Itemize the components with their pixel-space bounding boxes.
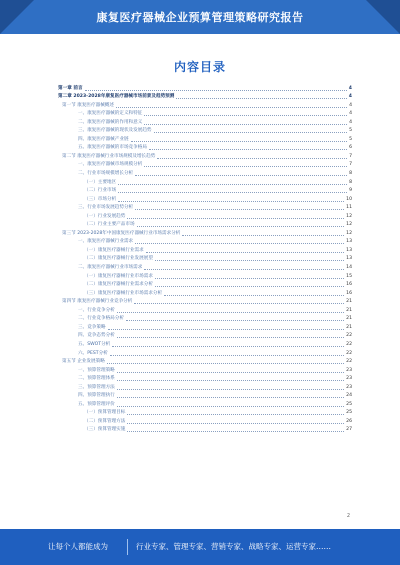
toc-entry-page: 23 [346,367,352,373]
toc-entry[interactable] [58,255,352,264]
page-footer [0,529,400,565]
toc-entry-title: 二、行业市场规模增长分析 [78,171,134,177]
toc-entry[interactable] [58,178,352,187]
toc-leader-dots [144,268,344,270]
toc-entry-title: （一）康复医疗器械行业市场需求 [84,273,153,279]
toc-entry[interactable] [58,340,352,349]
toc-leader-dots [155,277,344,279]
toc-entry-title: 第一章 前言 [58,85,83,91]
toc-entry-title: 二、行业竞争格局分析 [78,316,124,322]
toc-entry-title: （二）预算管理方法 [84,418,126,424]
toc-leader-dots [155,259,344,261]
toc-entry-page: 4 [349,102,352,108]
toc-entry[interactable] [58,212,352,221]
toc-entry-page: 13 [346,247,352,253]
toc-entry[interactable] [58,332,352,341]
toc-entry[interactable] [58,366,352,375]
toc-entry-page: 21 [346,316,352,322]
page-number: 2 [346,513,350,519]
toc-leader-dots [117,371,344,373]
toc-entry-page: 4 [349,111,352,117]
toc-entry[interactable] [58,101,352,110]
toc-entry-page: 23 [346,384,352,390]
toc-entry[interactable] [58,392,352,401]
toc-entry[interactable] [58,93,352,102]
toc-entry-title: 五、SWOT分析 [78,341,111,347]
toc-leader-dots [146,251,344,253]
toc-entry-page: 13 [346,239,352,245]
toc-leader-dots [157,157,347,159]
toc-entry[interactable] [58,238,352,247]
toc-entry-page: 12 [346,222,352,228]
toc-entry-page: 27 [346,427,352,433]
toc-leader-dots [144,165,347,167]
toc-leader-dots [85,89,347,91]
toc-entry-title: 第四节 康复医疗器械行业竞争分析 [62,299,133,305]
toc-entry-page: 4 [348,94,352,100]
toc-entry[interactable] [58,383,352,392]
toc-entry[interactable] [58,169,352,178]
toc-entry-page: 21 [346,307,352,313]
toc-entry-page: 14 [346,265,352,271]
toc-entry-page: 21 [346,324,352,330]
toc-entry[interactable] [58,152,352,161]
toc-entry[interactable] [58,195,352,204]
toc-entry-page: 12 [346,213,352,219]
toc-entry-page: 25 [346,401,352,407]
toc-leader-dots [126,319,344,321]
toc-entry-page: 13 [346,256,352,262]
toc-leader-dots [144,114,347,116]
toc-entry-title: （二）行业市场 [84,188,117,194]
toc-leader-dots [117,311,344,313]
toc-entry-title: 三、行业市场发展趋势分析 [78,205,134,211]
toc-entry-title: 三、竞争策略 [78,324,106,330]
toc-leader-dots [127,413,344,415]
toc-leader-dots [137,225,345,227]
toc-entry[interactable] [58,358,352,367]
toc-entry-page: 10 [346,196,352,202]
toc-leader-dots [135,242,344,244]
toc-entry-title: 五、康复医疗器械的市场竞争格局 [78,145,147,151]
toc-entry-page: 4 [348,85,352,91]
toc-leader-dots [117,379,344,381]
toc-entry[interactable] [58,110,352,119]
toc-leader-dots [116,106,347,108]
toc-entry[interactable] [58,246,352,255]
toc-entry-title: （一）预算管理目标 [84,410,126,416]
report-header [0,0,400,34]
toc-entry[interactable] [58,426,352,435]
toc-entry-title: 一、康复医疗器械的定义和特征 [78,111,143,117]
toc-entry[interactable] [58,400,352,409]
toc-entry-page: 12 [346,230,352,236]
toc-entry-page: 25 [346,410,352,416]
toc-entry[interactable] [58,144,352,153]
toc-leader-dots [164,294,344,296]
toc-entry-page: 22 [346,350,352,356]
toc-entry-title: 三、康复医疗器械的现状及发展趋势 [78,128,152,134]
toc-entry[interactable] [58,272,352,281]
toc-entry-title: 第五节 企业发展策略 [62,359,105,365]
toc-leader-dots [117,396,344,398]
toc-entry-page: 5 [349,128,352,134]
toc-entry-title: 第三节 2023-2028年中国康复医疗器械行业市场需求分析 [62,230,181,236]
toc-entry-title: （一）康复医疗器械行业需求 [84,247,144,253]
toc-entry-title: 第二节 康复医疗器械行业市场规模及增长趋势 [62,153,156,159]
report-title: 康复医疗器械企业预算管理策略研究报告 [96,11,304,24]
toc-entry-title: 第一节 康复医疗器械概述 [62,102,114,108]
toc-entry-page: 22 [346,333,352,339]
toc-leader-dots [135,208,344,210]
toc-entry-page: 8 [349,179,352,185]
toc-entry-title: 第二章 2023-2028年康复医疗器械市场前景及趋势预测 [58,94,175,100]
toc-heading: 内容目录 [173,60,226,74]
toc-entry-page: 15 [346,273,352,279]
toc-entry-title: （一）行业发展趋势 [84,213,126,219]
toc-entry-title: 四、竞争态势分析 [78,333,115,339]
toc-leader-dots [144,123,347,125]
toc-entry-title: 二、康复医疗器械的作用和意义 [78,119,143,125]
toc-entry[interactable] [58,221,352,230]
footer-divider [127,539,128,555]
toc-entry-page: 4 [349,119,352,125]
toc-entry-page: 5 [349,136,352,142]
toc-leader-dots [176,97,346,99]
toc-entry[interactable] [58,281,352,290]
toc-entry-page: 6 [349,145,352,151]
toc-entry[interactable] [58,409,352,418]
table-of-contents [58,84,352,434]
toc-entry[interactable] [58,298,352,307]
toc-leader-dots [110,354,344,356]
toc-leader-dots [118,183,347,185]
toc-leader-dots [135,174,347,176]
toc-entry-page: 7 [349,153,352,159]
toc-entry-page: 26 [346,418,352,424]
toc-entry[interactable] [58,118,352,127]
toc-leader-dots [134,302,344,304]
toc-entry[interactable] [58,417,352,426]
footer-slogan-left: 让每个人都能成为 [48,542,108,551]
toc-entry-title: （三）预算管理实施 [84,427,126,433]
toc-entry-page: 22 [346,359,352,365]
toc-entry-page: 11 [346,205,352,211]
toc-entry[interactable] [58,306,352,315]
toc-entry-page: 22 [346,341,352,347]
toc-leader-dots [182,234,344,236]
toc-entry-title: 六、PEST分析 [78,350,108,356]
toc-leader-dots [118,191,347,193]
toc-leader-dots [118,200,344,202]
toc-entry-page: 9 [349,188,352,194]
toc-leader-dots [127,430,344,432]
toc-entry-page: 24 [346,393,352,399]
toc-entry[interactable] [58,289,352,298]
toc-entry[interactable] [58,349,352,358]
toc-leader-dots [149,148,347,150]
toc-entry[interactable] [58,187,352,196]
toc-entry[interactable] [58,135,352,144]
toc-entry-title: 一、康复医疗器械行业需求 [78,239,134,245]
toc-entry[interactable] [58,375,352,384]
toc-leader-dots [127,422,344,424]
toc-entry-page: 16 [346,290,352,296]
toc-entry[interactable] [58,161,352,170]
toc-entry-page: 7 [349,162,352,168]
toc-entry-title: （二）康复医疗器械行业发展展望 [84,256,153,262]
toc-entry-page: 21 [346,299,352,305]
toc-entry-title: （二）行业主要产品市场 [84,222,135,228]
toc-leader-dots [154,131,348,133]
toc-entry[interactable] [58,204,352,213]
toc-entry-title: （三）市场分析 [84,196,117,202]
toc-entry-title: 二、预算管理体系 [78,376,115,382]
toc-leader-dots [117,405,344,407]
toc-entry-title: （一）主要地区 [84,179,117,185]
toc-leader-dots [112,345,344,347]
toc-entry-title: 一、康复医疗器械市场规模分析 [78,162,143,168]
footer-slogan-right: 行业专家、管理专家、营销专家、战略专家、运营专家…… [136,542,331,551]
toc-entry-title: （三）康复医疗器械行业市场需求分析 [84,290,163,296]
toc-entry-title: 三、预算管理方法 [78,384,115,390]
toc-entry-title: 二、康复医疗器械行业市场需求 [78,265,143,271]
toc-leader-dots [117,336,344,338]
toc-entry-title: 一、行业竞争分析 [78,307,115,313]
toc-leader-dots [107,362,344,364]
toc-entry[interactable] [58,127,352,136]
toc-entry-title: 四、预算管理执行 [78,393,115,399]
toc-entry[interactable] [58,229,352,238]
toc-leader-dots [108,328,345,330]
toc-leader-dots [155,285,344,287]
toc-entry-title: 四、康复医疗器械产业链 [78,136,129,142]
toc-entry[interactable] [58,323,352,332]
toc-leader-dots [127,217,344,219]
toc-entry[interactable] [58,84,352,93]
toc-entry-page: 23 [346,376,352,382]
toc-leader-dots [131,140,348,142]
toc-entry[interactable] [58,315,352,324]
toc-leader-dots [117,388,344,390]
toc-entry-title: 一、预算管理策略 [78,367,115,373]
toc-entry[interactable] [58,263,352,272]
toc-entry-page: 16 [346,282,352,288]
toc-entry-title: 五、预算管理评价 [78,401,115,407]
toc-entry-title: （二）康复医疗器械行业需求分析 [84,282,153,288]
toc-entry-page: 8 [349,171,352,177]
